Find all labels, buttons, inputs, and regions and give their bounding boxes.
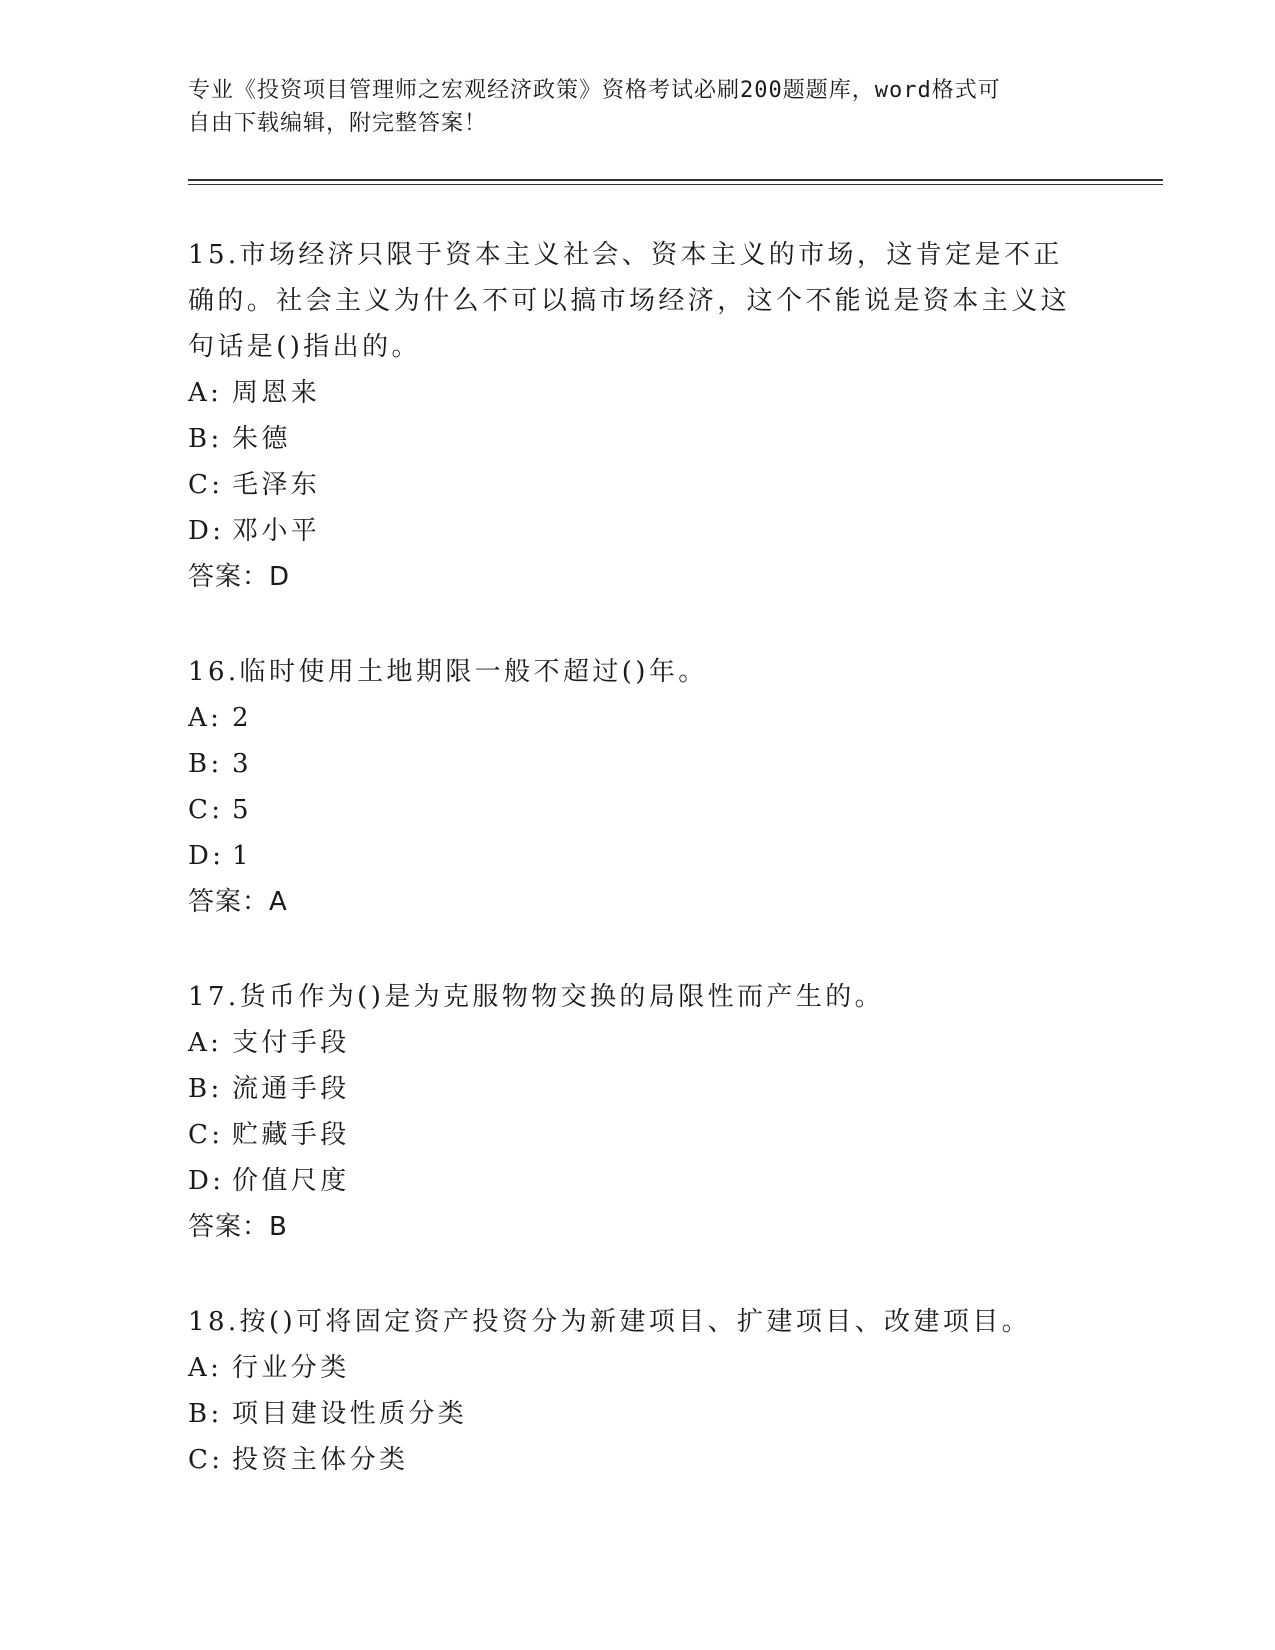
option-letter: C: <box>188 795 224 825</box>
option-a <box>188 1020 1088 1066</box>
option-letter: B: <box>188 749 223 779</box>
option-letter: D: <box>188 516 225 546</box>
question-text: 18.按()可将固定资产投资分为新建项目、扩建项目、改建项目。 <box>188 1307 1032 1337</box>
option-text: 贮藏手段 <box>232 1120 350 1150</box>
option-c <box>188 787 1088 833</box>
answer-line: 答案：B <box>188 1212 288 1242</box>
option-d <box>188 833 1088 879</box>
option-text: 毛泽东 <box>232 470 321 500</box>
option-c <box>188 1437 1088 1483</box>
header-divider <box>188 179 1163 181</box>
option-text: 投资主体分类 <box>232 1445 409 1475</box>
question-text: 17.货币作为()是为克服物物交换的局限性而产生的。 <box>188 982 885 1012</box>
question-17 <box>188 974 1088 1250</box>
option-text: 流通手段 <box>232 1074 350 1104</box>
option-text: 5 <box>232 795 252 825</box>
option-text: 2 <box>232 703 252 733</box>
document-header <box>188 74 1088 140</box>
option-b <box>188 1391 1088 1437</box>
option-text: 3 <box>232 749 252 779</box>
question-16 <box>188 649 1088 925</box>
question-text: 15.市场经济只限于资本主义社会、资本主义的市场，这肯定是不正确的。社会主义为什么不可以搞市场经济，这个不能说是资本主义这句话是()指出的。 <box>188 240 1071 362</box>
option-c <box>188 1112 1088 1158</box>
option-a <box>188 370 1088 416</box>
question-15 <box>188 232 1088 600</box>
option-letter: C: <box>188 1120 224 1150</box>
option-text: 周恩来 <box>232 378 321 408</box>
option-letter: A: <box>188 1028 223 1058</box>
header-line-2: 自由下载编辑，附完整答案！ <box>188 111 488 136</box>
question-list <box>188 232 1088 1532</box>
option-text: 邓小平 <box>232 516 321 546</box>
header-divider-thin <box>188 184 1163 185</box>
option-letter: B: <box>188 1399 223 1429</box>
option-text: 行业分类 <box>232 1353 350 1383</box>
option-letter: A: <box>188 378 223 408</box>
header-line-1: 专业《投资项目管理师之宏观经济政策》资格考试必刷200题题库，word格式可 <box>188 78 1001 103</box>
option-d <box>188 508 1088 554</box>
option-d <box>188 1158 1088 1204</box>
option-letter: C: <box>188 470 224 500</box>
option-letter: A: <box>188 703 223 733</box>
option-letter: D: <box>188 1166 225 1196</box>
option-letter: A: <box>188 1353 223 1383</box>
answer-line: 答案：A <box>188 887 288 917</box>
option-letter: C: <box>188 1445 224 1475</box>
question-text: 16.临时使用土地期限一般不超过()年。 <box>188 657 708 687</box>
option-text: 1 <box>232 841 252 871</box>
option-text: 朱德 <box>232 424 291 454</box>
option-text: 支付手段 <box>232 1028 350 1058</box>
option-text: 项目建设性质分类 <box>232 1399 468 1429</box>
option-text: 价值尺度 <box>232 1166 350 1196</box>
answer-line: 答案：D <box>188 562 291 592</box>
option-a <box>188 1345 1088 1391</box>
option-c <box>188 462 1088 508</box>
option-letter: B: <box>188 424 223 454</box>
option-b <box>188 741 1088 787</box>
question-18 <box>188 1299 1088 1483</box>
option-b <box>188 416 1088 462</box>
option-a <box>188 695 1088 741</box>
option-b <box>188 1066 1088 1112</box>
option-letter: D: <box>188 841 225 871</box>
option-letter: B: <box>188 1074 223 1104</box>
